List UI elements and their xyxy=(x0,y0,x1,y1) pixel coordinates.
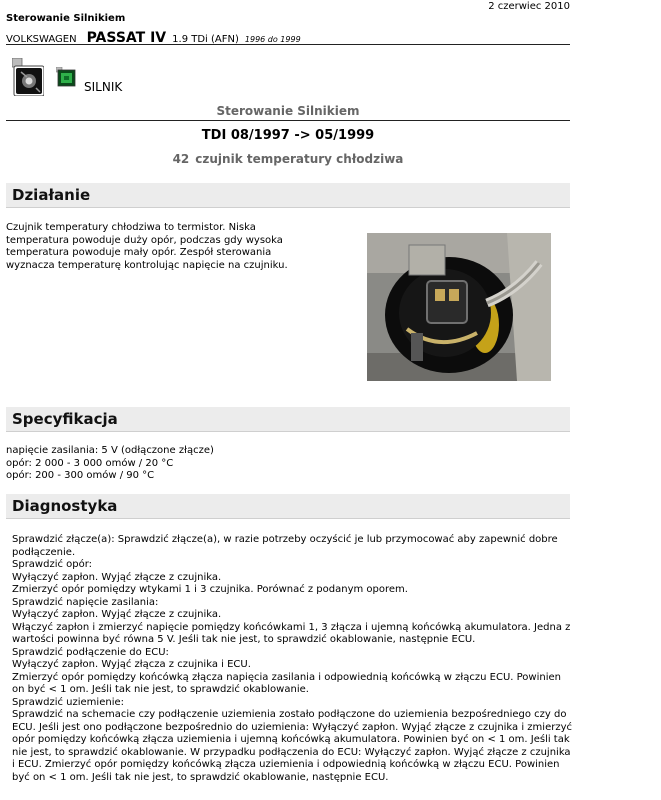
component-name: czujnik temperatury chłodziwa xyxy=(195,152,404,166)
diag-line: Włączyć zapłon i zmierzyć napięcie pomiędzy końcówkami 1, 3 złącza i ujemną końcówką akumulatora. Jedna z wartości powinna być równa 5 V. Jeśli tak nie jest, to sprawdzić okablowanie, następnie ECU. xyxy=(12,621,571,645)
component-heading xyxy=(6,152,570,166)
section-divider xyxy=(6,120,570,121)
diag-line: Sprawdzić na schemacie czy podłączenie uziemienia zostało podłączone do uziemienia bezpośredniego czy do ECU. Jeśli jest ono podłączone bezpośrednio do uziemienia: Wyłączyć zapłon. Wyjąć złącze z czujnika i zmierzyć opór pomiędzy końcówką złącza uziemienia i ujemną końcówką akumulatora. Powinien być on < 1 om. Jeśli tak nie jest, to sprawdzić okablowanie. W przypadku podłączenia do ECU: Wyłączyć zapłon. Wyjąć złącze z czujnika i ECU. Zmierzyć opór pomiędzy końcówką złącza uziemienia i odpowiednią końcówką w złączu ECU. Powinien być on < 1 om. Jeśli tak nie jest, to sprawdzić okablowanie, następnie ECU. xyxy=(12,709,573,783)
diag-line: Sprawdzić opór: xyxy=(12,559,93,570)
diag-line: Wyłączyć zapłon. Wyjąć złącze z czujnika. xyxy=(12,609,222,620)
specification-heading: Specyfikacja xyxy=(12,410,118,428)
engine-variant: TDI 08/1997 -> 05/1999 xyxy=(201,128,375,143)
operation-text: Czujnik temperatury chłodziwa to termistor. Niska temperatura powoduje duży opór, podczas gdy wysoka temperatura powoduje mały opór. Zespół sterowania wyznacza temperaturę kontrolując napięcie na czujniku. xyxy=(6,222,288,271)
operation-header xyxy=(6,183,570,208)
spec-line: opór: 2 000 - 3 000 omów / 20 °C xyxy=(6,457,174,469)
diagnostics-header xyxy=(6,494,570,519)
vehicle-make: VOLKSWAGEN xyxy=(6,34,77,45)
specification-list xyxy=(6,445,566,483)
diagnostics-heading: Diagnostyka xyxy=(12,497,118,515)
component-number: 42 xyxy=(172,152,190,166)
document-date: 2 czerwiec 2010 xyxy=(488,1,570,12)
nav-silnik-label[interactable]: SILNIK xyxy=(84,80,123,94)
vehicle-years: 1996 do 1999 xyxy=(244,35,301,44)
operation-heading: Działanie xyxy=(12,186,91,204)
component-module-icon[interactable] xyxy=(56,67,76,87)
engine-system-icon[interactable] xyxy=(12,58,44,96)
sensor-photo xyxy=(367,233,551,381)
diag-line: Sprawdzić napięcie zasilania: xyxy=(12,596,159,608)
diag-line: Sprawdzić złącze(a): Sprawdzić złącze(a), w razie potrzeby oczyścić je lub przymocować aby zapewnić dobre podłączenie. xyxy=(12,534,558,558)
spec-line: opór: 200 - 300 omów / 90 °C xyxy=(6,470,155,481)
diag-line: Sprawdzić podłączenie do ECU: xyxy=(12,646,169,658)
section-title: Sterowanie Silnikiem xyxy=(216,104,360,118)
vehicle-engine: 1.9 TDi (AFN) xyxy=(172,34,239,45)
diag-line: Zmierzyć opór pomiędzy końcówką złącza napięcia zasilania i odpowiednią końcówką w złączu ECU. Powinien on być < 1 om. Jeśli tak nie jest, to sprawdzić okablowanie. xyxy=(12,671,561,695)
diag-line: Zmierzyć opór pomiędzy wtykami 1 i 3 czujnika. Porównać z podanym oporem. xyxy=(12,584,408,595)
diagnostics-list xyxy=(12,534,572,784)
vehicle-model: PASSAT IV xyxy=(86,30,167,46)
diag-line: Sprawdzić uziemienie: xyxy=(12,696,124,708)
header-divider xyxy=(6,44,570,45)
spec-line: napięcie zasilania: 5 V (odłączone złącze) xyxy=(6,445,214,456)
specification-header xyxy=(6,407,570,432)
diag-line: Wyłączyć zapłon. Wyjąć złącze z czujnika. xyxy=(12,571,222,583)
document-title: Sterowanie Silnikiem xyxy=(6,13,126,24)
diag-line: Wyłączyć zapłon. Wyjąć złącza z czujnika i ECU. xyxy=(12,659,251,670)
